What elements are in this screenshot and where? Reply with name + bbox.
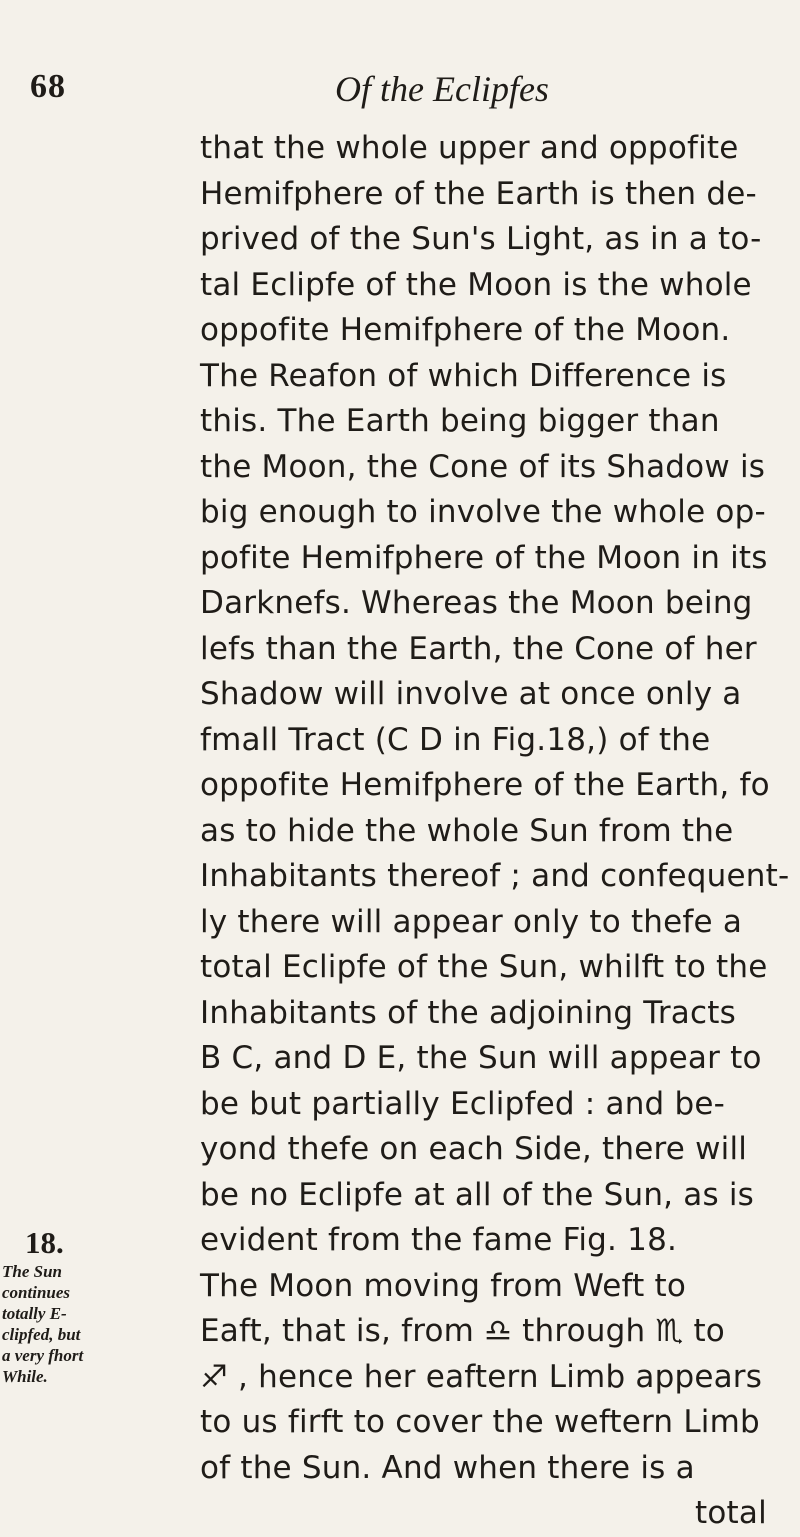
text-line: as to hide the whole Sun from the: [200, 812, 734, 849]
text-line: lefs than the Earth, the Cone of her: [200, 630, 757, 667]
text-line: total Eclipfe of the Sun, whilft to the: [200, 949, 768, 985]
text-line: pofite Hemifphere of the Moon in its: [200, 539, 768, 576]
text-line: tal Eclipfe of the Moon is the whole: [200, 266, 752, 303]
text-line: The Moon moving from Weft to: [200, 1267, 686, 1304]
text-line: that the whole upper and oppofite: [200, 130, 739, 166]
text-line: of the Sun. And when there is a: [200, 1449, 695, 1486]
text-line: the Moon, the Cone of its Shadow is: [200, 448, 766, 485]
side-note-line: continues: [2, 1283, 71, 1302]
text-line: to us firft to cover the weftern Limb: [200, 1404, 760, 1440]
text-line: be no Eclipfe at all of the Sun, as is: [200, 1176, 755, 1213]
text-line: The Reafon of which Difference is: [200, 357, 727, 394]
text-line: total: [695, 1495, 767, 1531]
text-line: fmall Tract (C D in Fig.18,) of the: [200, 721, 711, 758]
text-line: prived of the Sun's Light, as in a to-: [200, 221, 762, 257]
text-line: ly there will appear only to thefe a: [200, 903, 743, 940]
text-line: this. The Earth being bigger than: [200, 403, 720, 439]
text-line: big enough to involve the whole op-: [200, 494, 766, 530]
text-line: yond thefe on each Side, there will: [200, 1131, 748, 1167]
side-note-line: While.: [2, 1367, 48, 1386]
side-note-line: The Sun: [2, 1262, 62, 1281]
text-line: B C, and D E, the Sun will appear to: [200, 1040, 762, 1076]
text-line: ♐ , hence her eaftern Limb appears: [200, 1358, 763, 1395]
text-line: Hemifphere of the Earth is then de-: [200, 175, 757, 212]
text-line: Inhabitants thereof ; and confequent-: [200, 858, 790, 894]
page-number: 68: [30, 68, 66, 105]
text-line: Shadow will involve at once only a: [200, 676, 742, 712]
text-line: Eaft, that is, from ♎ through ♏ to: [200, 1313, 725, 1349]
text-line: oppofite Hemifphere of the Moon.: [200, 312, 731, 348]
section-number: 18.: [25, 1225, 64, 1260]
side-note-line: a very fhort: [2, 1346, 84, 1365]
side-note-line: totally E-: [2, 1304, 67, 1323]
text-line: be but partially Eclipfed : and be-: [200, 1085, 726, 1122]
text-line: Inhabitants of the adjoining Tracts: [200, 994, 736, 1031]
page-header: [30, 68, 730, 118]
side-note: [2, 1261, 117, 1387]
text-line: Darknefs. Whereas the Moon being: [200, 585, 753, 621]
side-note-line: clipfed, but: [2, 1325, 81, 1344]
text-line: oppofite Hemifphere of the Earth, fo: [200, 767, 770, 803]
text-line: evident from the fame Fig. 18.: [200, 1222, 678, 1258]
running-title: Of the Eclipfes: [335, 69, 549, 109]
body-text: [200, 126, 790, 1537]
